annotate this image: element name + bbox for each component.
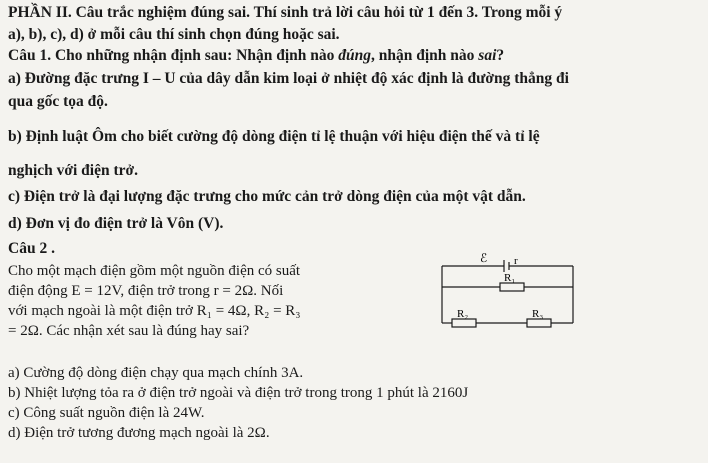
q2-option-a: a) Cường độ dòng điện chạy qua mạch chính 3A.: [8, 365, 304, 381]
circuit-diagram: [440, 252, 590, 352]
q1-prompt-a: Cho những nhận định sau: Nhận định nào: [51, 47, 339, 64]
q2-text-line4: = 2Ω. Các nhận xét sau là đúng hay sai?: [8, 323, 250, 339]
q2-text-line2: điện động E = 12V, điện trở trong r = 2Ω. Nối: [8, 283, 284, 299]
q1-prompt-false: sai: [478, 47, 497, 64]
q1-option-c: c) Điện trở là đại lượng đặc trưng cho mức cản trở dòng điện của một vật dẫn.: [8, 188, 526, 205]
part-title-bold: PHẦN II. Câu trắc nghiệm đúng sai.: [8, 4, 250, 21]
q1-prompt: [8, 47, 504, 65]
part-title: [8, 4, 562, 22]
r-label: r: [514, 255, 518, 267]
q1-label: Câu 1.: [8, 47, 52, 64]
emf-label: ℰ: [480, 252, 488, 265]
q2-text-line3: với mạch ngoài là một điện trở R₁ = 4Ω, R₂ = R₃: [8, 303, 301, 319]
part-instructions: a), b), c), d) ở mỗi câu thí sinh chọn đúng hoặc sai.: [8, 26, 340, 43]
q1-option-b-line2: nghịch với điện trở.: [8, 162, 138, 179]
q1-option-d: d) Đơn vị đo điện trở là Vôn (V).: [8, 215, 224, 232]
q2-label: Câu 2 .: [8, 240, 55, 257]
q1-prompt-end: ?: [496, 47, 505, 64]
q2-option-c: c) Công suất nguồn điện là 24W.: [8, 405, 205, 421]
r2-label: R₂: [457, 308, 469, 320]
q1-prompt-b: , nhận định nào: [371, 47, 479, 64]
r3-label: R₃: [532, 308, 544, 320]
q2-option-d: d) Điện trở tương đương mạch ngoài là 2Ω.: [8, 425, 270, 441]
q1-prompt-true: đúng: [338, 47, 371, 64]
q2-option-b: b) Nhiệt lượng tỏa ra ở điện trở ngoài và điện trở trong trong 1 phút là 2160J: [8, 385, 469, 401]
q1-option-a-line2: qua gốc tọa độ.: [8, 93, 108, 110]
q2-text-line1: Cho một mạch điện gồm một nguồn điện có suất: [8, 263, 301, 279]
q1-option-a-line1: a) Đường đặc trưng I – U của dây dẫn kim loại ở nhiệt độ xác định là đường thẳng đi: [8, 70, 569, 87]
part-title-rest: Thí sinh trả lời câu hỏi từ 1 đến 3. Trong mỗi ý: [250, 4, 563, 21]
r1-label: R₁: [504, 272, 516, 284]
q1-option-b-line1: b) Định luật Ôm cho biết cường độ dòng điện tỉ lệ thuận với hiệu điện thế và tỉ lệ: [8, 128, 540, 145]
